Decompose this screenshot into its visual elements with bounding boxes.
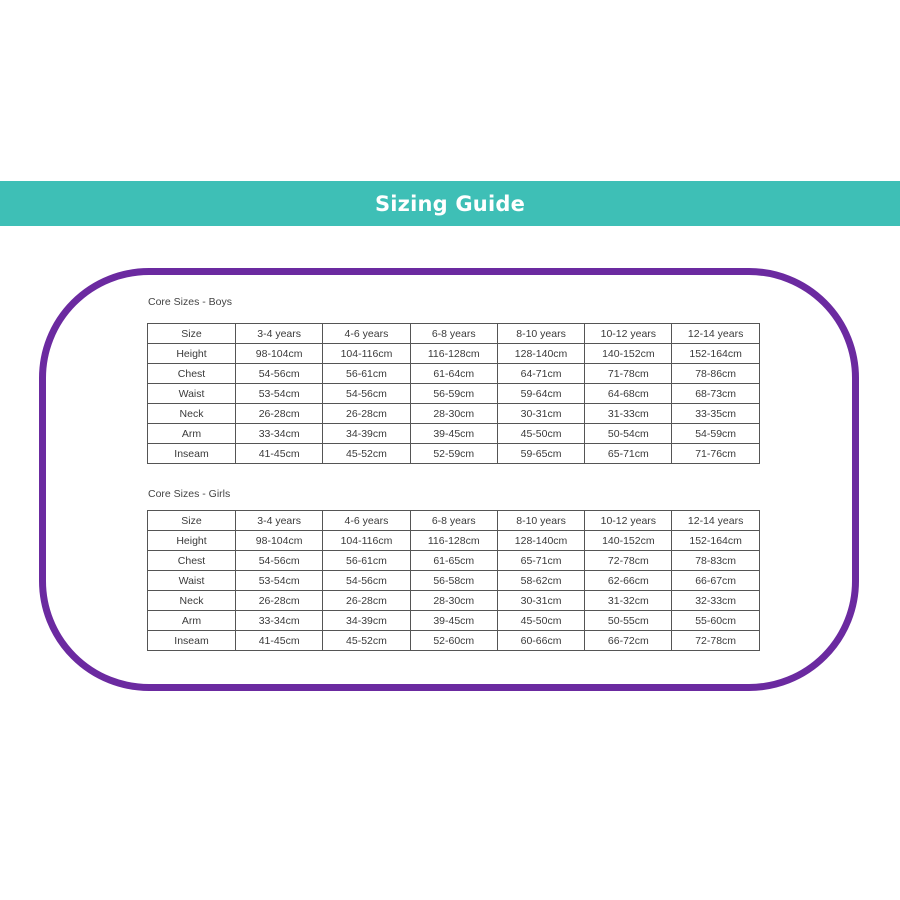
table-cell: 3-4 years — [236, 511, 323, 531]
table-cell: 54-56cm — [323, 571, 410, 591]
table-row — [148, 344, 760, 364]
table-cell: 60-66cm — [497, 631, 584, 651]
table-cell: 33-34cm — [236, 611, 323, 631]
table-cell: 56-61cm — [323, 364, 410, 384]
table-cell: 104-116cm — [323, 531, 410, 551]
table-cell: 31-33cm — [585, 404, 672, 424]
table-cell: 56-59cm — [410, 384, 497, 404]
table-cell: 64-68cm — [585, 384, 672, 404]
page-title: Sizing Guide — [374, 191, 526, 216]
table-header-row — [148, 324, 760, 344]
row-label-cell: Waist — [148, 384, 236, 404]
row-label-cell: Size — [148, 511, 236, 531]
table-cell: 26-28cm — [236, 404, 323, 424]
table-row — [148, 384, 760, 404]
table-cell: 50-55cm — [585, 611, 672, 631]
table-cell: 12-14 years — [672, 511, 759, 531]
table-cell: 6-8 years — [410, 324, 497, 344]
table-cell: 116-128cm — [410, 344, 497, 364]
table-cell: 152-164cm — [672, 531, 759, 551]
table-cell: 104-116cm — [323, 344, 410, 364]
table-cell: 45-52cm — [323, 631, 410, 651]
table-cell: 32-33cm — [672, 591, 759, 611]
boys-size-table — [147, 323, 760, 464]
table-cell: 34-39cm — [323, 611, 410, 631]
table-cell: 72-78cm — [585, 551, 672, 571]
table-cell: 10-12 years — [585, 511, 672, 531]
row-label-cell: Size — [148, 324, 236, 344]
table-cell: 54-56cm — [236, 364, 323, 384]
table-cell: 54-56cm — [323, 384, 410, 404]
table-cell: 30-31cm — [497, 591, 584, 611]
row-label-cell: Chest — [148, 364, 236, 384]
table-cell: 39-45cm — [410, 424, 497, 444]
table-row — [148, 531, 760, 551]
table-cell: 8-10 years — [497, 511, 584, 531]
table-cell: 33-34cm — [236, 424, 323, 444]
row-label-cell: Neck — [148, 591, 236, 611]
table-cell: 59-65cm — [497, 444, 584, 464]
row-label-cell: Height — [148, 531, 236, 551]
table-cell: 30-31cm — [497, 404, 584, 424]
table-cell: 34-39cm — [323, 424, 410, 444]
girls-size-table — [147, 510, 760, 651]
table-cell: 45-50cm — [497, 611, 584, 631]
table-cell: 56-61cm — [323, 551, 410, 571]
table-cell: 28-30cm — [410, 404, 497, 424]
table-cell: 128-140cm — [497, 531, 584, 551]
table-cell: 58-62cm — [497, 571, 584, 591]
table-cell: 26-28cm — [323, 591, 410, 611]
table-row — [148, 551, 760, 571]
row-label-cell: Arm — [148, 611, 236, 631]
table-cell: 72-78cm — [672, 631, 759, 651]
table-cell: 33-35cm — [672, 404, 759, 424]
table-cell: 140-152cm — [585, 344, 672, 364]
table-cell: 54-59cm — [672, 424, 759, 444]
row-label-cell: Arm — [148, 424, 236, 444]
title-banner — [0, 181, 900, 226]
table-cell: 59-64cm — [497, 384, 584, 404]
girls-section-label: Core Sizes - Girls — [148, 488, 231, 500]
table-cell: 61-65cm — [410, 551, 497, 571]
table-cell: 152-164cm — [672, 344, 759, 364]
row-label-cell: Height — [148, 344, 236, 364]
boys-section-label: Core Sizes - Boys — [148, 296, 233, 308]
table-cell: 45-50cm — [497, 424, 584, 444]
table-cell: 53-54cm — [236, 384, 323, 404]
table-cell: 39-45cm — [410, 611, 497, 631]
table-cell: 78-86cm — [672, 364, 759, 384]
row-label-cell: Neck — [148, 404, 236, 424]
table-cell: 6-8 years — [410, 511, 497, 531]
table-cell: 55-60cm — [672, 611, 759, 631]
table-cell: 65-71cm — [497, 551, 584, 571]
row-label-cell: Inseam — [148, 444, 236, 464]
table-cell: 98-104cm — [236, 531, 323, 551]
row-label-cell: Chest — [148, 551, 236, 571]
table-cell: 52-60cm — [410, 631, 497, 651]
table-cell: 140-152cm — [585, 531, 672, 551]
table-cell: 56-58cm — [410, 571, 497, 591]
table-cell: 65-71cm — [585, 444, 672, 464]
table-row — [148, 424, 760, 444]
table-cell: 31-32cm — [585, 591, 672, 611]
table-cell: 26-28cm — [236, 591, 323, 611]
table-row — [148, 364, 760, 384]
table-cell: 41-45cm — [236, 631, 323, 651]
table-cell: 3-4 years — [236, 324, 323, 344]
table-cell: 62-66cm — [585, 571, 672, 591]
table-row — [148, 404, 760, 424]
table-cell: 53-54cm — [236, 571, 323, 591]
table-cell: 4-6 years — [323, 324, 410, 344]
table-cell: 52-59cm — [410, 444, 497, 464]
table-row — [148, 444, 760, 464]
table-row — [148, 591, 760, 611]
table-cell: 64-71cm — [497, 364, 584, 384]
table-cell: 128-140cm — [497, 344, 584, 364]
table-cell: 71-78cm — [585, 364, 672, 384]
table-cell: 66-67cm — [672, 571, 759, 591]
table-cell: 26-28cm — [323, 404, 410, 424]
table-cell: 4-6 years — [323, 511, 410, 531]
table-cell: 78-83cm — [672, 551, 759, 571]
table-cell: 50-54cm — [585, 424, 672, 444]
table-cell: 41-45cm — [236, 444, 323, 464]
row-label-cell: Inseam — [148, 631, 236, 651]
table-row — [148, 571, 760, 591]
table-cell: 116-128cm — [410, 531, 497, 551]
table-cell: 54-56cm — [236, 551, 323, 571]
table-cell: 10-12 years — [585, 324, 672, 344]
table-cell: 28-30cm — [410, 591, 497, 611]
table-row — [148, 631, 760, 651]
table-cell: 66-72cm — [585, 631, 672, 651]
table-header-row — [148, 511, 760, 531]
table-cell: 45-52cm — [323, 444, 410, 464]
row-label-cell: Waist — [148, 571, 236, 591]
table-cell: 98-104cm — [236, 344, 323, 364]
table-row — [148, 611, 760, 631]
table-cell: 68-73cm — [672, 384, 759, 404]
table-cell: 61-64cm — [410, 364, 497, 384]
table-cell: 71-76cm — [672, 444, 759, 464]
table-cell: 8-10 years — [497, 324, 584, 344]
table-cell: 12-14 years — [672, 324, 759, 344]
